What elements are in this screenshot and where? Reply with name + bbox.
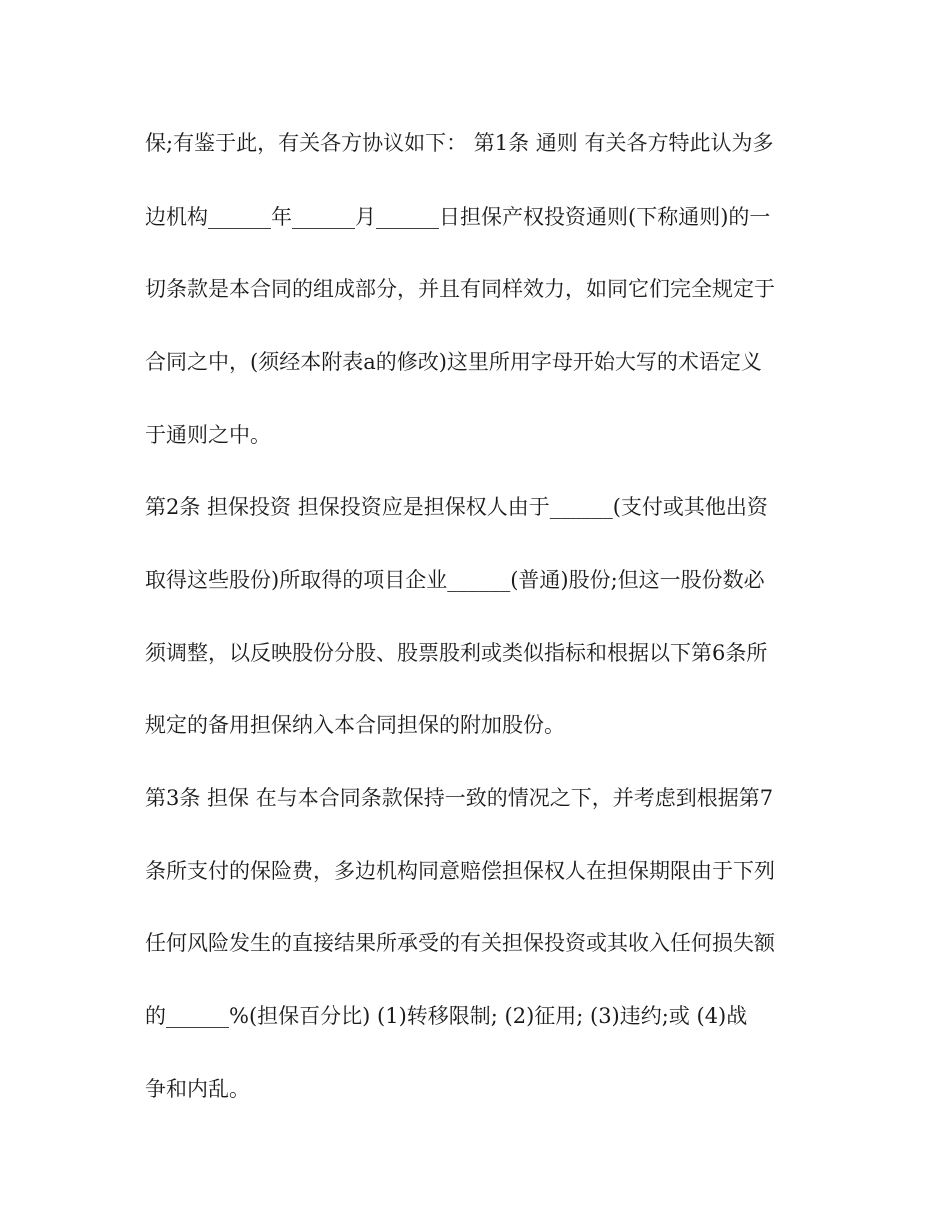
- text-line: 第2条 担保投资 担保投资应是担保权人由于______(支付或其他出资: [145, 495, 768, 519]
- text-line: 保;有鉴于此，有关各方协议如下： 第1条 通则 有关各方特此认为多: [145, 131, 774, 155]
- text-line: 须调整，以反映股份分股、股票股利或类似指标和根据以下第6条所: [145, 641, 768, 665]
- text-line: 第3条 担保 在与本合同条款保持一致的情况之下，并考虑到根据第7: [145, 786, 774, 810]
- text-line: 任何风险发生的直接结果所承受的有关担保投资或其收入任何损失额: [145, 931, 775, 955]
- text-line: 的______%(担保百分比) (1)转移限制; (2)征用; (3)违约;或 (4)战: [145, 1004, 748, 1028]
- text-line: 取得这些股份)所取得的项目企业______(普通)股份;但这一股份数必: [145, 568, 765, 592]
- text-line: 争和内乱。: [145, 1077, 250, 1101]
- text-line: 规定的备用担保纳入本合同担保的附加股份。: [145, 713, 565, 737]
- text-line: 于通则之中。: [145, 423, 271, 447]
- text-line: 切条款是本合同的组成部分，并且有同样效力，如同它们完全规定于: [145, 277, 775, 301]
- text-line: 条所支付的保险费，多边机构同意赔偿担保权人在担保期限由于下列: [145, 859, 775, 883]
- text-line: 合同之中，(须经本附表a的修改)这里所用字母开始大写的术语定义: [145, 350, 762, 374]
- text-line: 边机构______年______月______日担保产权投资通则(下称通则)的一: [145, 205, 771, 229]
